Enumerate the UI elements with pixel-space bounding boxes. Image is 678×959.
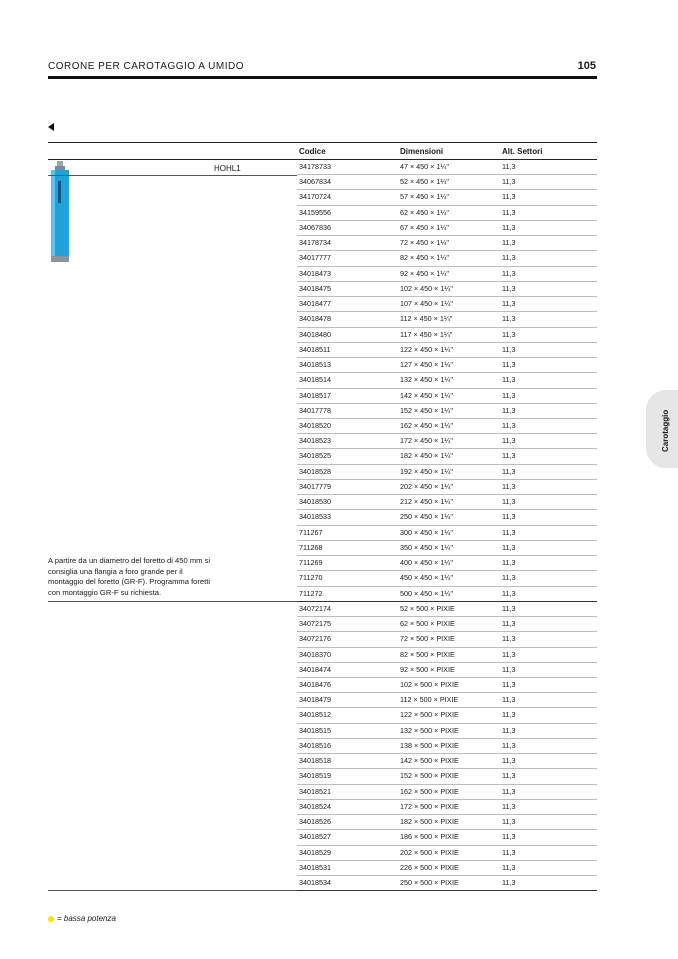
flange-note: A partire da un diametro del foretto di 450 mm si consiglia una flangia a foro grande per il montaggio del foretto (GR-F). Programma foretti con montaggio GR-F su richiesta.: [48, 556, 211, 597]
cell-dimensions: 172 × 500 × PIXIE: [400, 801, 459, 811]
legend: [48, 914, 116, 923]
cell-segment-height: 11,3: [502, 268, 516, 278]
cell-dimensions: 72 × 450 × 1¼": [400, 238, 449, 248]
table-header: [48, 142, 597, 160]
table-row: [297, 632, 597, 647]
cell-code: 34017777: [299, 253, 331, 263]
cell-segment-height: 11,3: [502, 405, 516, 415]
cell-code: 34018523: [299, 436, 331, 446]
cell-dimensions: 138 × 500 × PIXIE: [400, 740, 459, 750]
cell-code: 34018519: [299, 771, 331, 781]
cell-segment-height: 11,3: [502, 527, 516, 537]
group-divider: [48, 175, 297, 176]
cell-code: 711270: [299, 573, 323, 583]
cell-segment-height: 11,3: [502, 619, 516, 629]
table-row: [297, 754, 597, 769]
cell-segment-height: 11,3: [502, 756, 516, 766]
table-row: [297, 815, 597, 830]
cell-dimensions: 92 × 500 × PIXIE: [400, 664, 455, 674]
cell-code: 34017778: [299, 405, 331, 415]
cell-dimensions: 62 × 450 × 1¼": [400, 207, 449, 217]
cell-dimensions: 112 × 450 × 1¼": [400, 314, 453, 324]
table-row: [297, 373, 597, 388]
cell-code: 34018518: [299, 756, 331, 766]
table-row: [297, 419, 597, 434]
cell-dimensions: 152 × 500 × PIXIE: [400, 771, 459, 781]
table-row: [297, 434, 597, 449]
table-row: [297, 389, 597, 404]
cell-dimensions: 202 × 500 × PIXIE: [400, 847, 459, 857]
cell-segment-height: 11,3: [502, 344, 516, 354]
table-row: [297, 343, 597, 358]
cell-segment-height: 11,3: [502, 878, 516, 888]
table-row: [297, 495, 597, 510]
cell-dimensions: 400 × 450 × 1¼": [400, 558, 453, 568]
cell-segment-height: 11,3: [502, 634, 516, 644]
cell-code: 34018480: [299, 329, 331, 339]
cell-code: 34018527: [299, 832, 331, 842]
cell-segment-height: 11,3: [502, 725, 516, 735]
cell-segment-height: 11,3: [502, 847, 516, 857]
cell-segment-height: 11,3: [502, 420, 516, 430]
cell-dimensions: 67 × 450 × 1¼": [400, 222, 449, 232]
cell-dimensions: 52 × 500 × PIXIE: [400, 603, 455, 613]
group-divider: [48, 601, 297, 602]
cell-segment-height: 11,3: [502, 481, 516, 491]
cell-segment-height: 11,3: [502, 238, 516, 248]
header-divider: [48, 76, 597, 79]
cell-dimensions: 192 × 450 × 1¼": [400, 466, 453, 476]
cell-code: 34159556: [299, 207, 331, 217]
table-row: [297, 846, 597, 861]
cell-code: 34018478: [299, 314, 331, 324]
cell-segment-height: 11,3: [502, 466, 516, 476]
table-row: [297, 267, 597, 282]
cell-code: 34018479: [299, 695, 331, 705]
table-row: [297, 587, 597, 602]
cell-code: 711267: [299, 527, 323, 537]
cell-code: 34178733: [299, 162, 331, 171]
cell-segment-height: 11,3: [502, 283, 516, 293]
cell-dimensions: 112 × 500 × PIXIE: [400, 695, 459, 705]
cell-segment-height: 11,3: [502, 740, 516, 750]
cell-segment-height: 11,3: [502, 588, 516, 598]
cell-code: 711272: [299, 588, 323, 598]
table-row: [297, 693, 597, 708]
cell-segment-height: 11,3: [502, 649, 516, 659]
cell-code: 34018531: [299, 862, 331, 872]
cell-segment-height: 11,3: [502, 512, 516, 522]
cell-code: 34018528: [299, 466, 331, 476]
cell-dimensions: 52 × 450 × 1¼": [400, 177, 449, 187]
cell-segment-height: 11,3: [502, 192, 516, 202]
cell-segment-height: 11,3: [502, 390, 516, 400]
cell-segment-height: 11,3: [502, 710, 516, 720]
cell-dimensions: 162 × 450 × 1¼": [400, 420, 453, 430]
cell-dimensions: 122 × 450 × 1¼": [400, 344, 453, 354]
cell-segment-height: 11,3: [502, 817, 516, 827]
cell-segment-height: 11,3: [502, 664, 516, 674]
cell-segment-height: 11,3: [502, 862, 516, 872]
table-row: [297, 221, 597, 236]
cell-segment-height: 11,3: [502, 329, 516, 339]
table-row: [297, 160, 597, 175]
cell-code: 34018514: [299, 375, 331, 385]
cell-dimensions: 122 × 500 × PIXIE: [400, 710, 459, 720]
table-row: [297, 678, 597, 693]
cell-dimensions: 162 × 500 × PIXIE: [400, 786, 459, 796]
cell-segment-height: 11,3: [502, 177, 516, 187]
table-row: [297, 708, 597, 723]
cell-code: 34018533: [299, 512, 331, 522]
cell-code: 34072176: [299, 634, 331, 644]
table-row: [297, 480, 597, 495]
cell-segment-height: 11,3: [502, 360, 516, 370]
cell-dimensions: 132 × 500 × PIXIE: [400, 725, 459, 735]
table-row: [297, 312, 597, 327]
table-row: [297, 465, 597, 480]
cell-segment-height: 11,3: [502, 314, 516, 324]
cell-segment-height: 11,3: [502, 771, 516, 781]
table-row: [297, 571, 597, 586]
table-row: [297, 876, 597, 891]
cell-dimensions: 107 × 450 × 1¼": [400, 299, 453, 309]
table-row: [297, 328, 597, 343]
cell-segment-height: 11,3: [502, 299, 516, 309]
cell-dimensions: 202 × 450 × 1¼": [400, 481, 453, 491]
section-tab-label: Carotaggio: [661, 409, 670, 452]
cell-dimensions: 82 × 500 × PIXIE: [400, 649, 455, 659]
cell-dimensions: 82 × 450 × 1¼": [400, 253, 449, 263]
cell-segment-height: 11,3: [502, 786, 516, 796]
table-row: [297, 663, 597, 678]
cell-dimensions: 92 × 450 × 1¼": [400, 268, 449, 278]
cell-code: 34018534: [299, 878, 331, 888]
cell-dimensions: 226 × 500 × PIXIE: [400, 862, 459, 872]
cell-code: 34072174: [299, 603, 331, 613]
legend-text: = bassa potenza: [57, 914, 116, 923]
cell-code: 34018526: [299, 817, 331, 827]
table-row: [297, 739, 597, 754]
table-row: [297, 175, 597, 190]
table-row: [297, 358, 597, 373]
table-row: [297, 648, 597, 663]
cell-dimensions: 186 × 500 × PIXIE: [400, 832, 459, 842]
table-row: [297, 297, 597, 312]
table-row: [297, 769, 597, 784]
cell-code: 34018530: [299, 497, 331, 507]
cell-segment-height: 11,3: [502, 801, 516, 811]
cell-code: 34018370: [299, 649, 331, 659]
cell-segment-height: 11,3: [502, 558, 516, 568]
cell-code: 34018513: [299, 360, 331, 370]
cell-code: 34018476: [299, 679, 331, 689]
table-row: [297, 556, 597, 571]
cell-segment-height: 11,3: [502, 162, 516, 171]
cell-dimensions: 172 × 450 × 1¼": [400, 436, 453, 446]
cell-dimensions: 117 × 450 × 1¼": [400, 329, 453, 339]
cell-dimensions: 142 × 450 × 1¼": [400, 390, 453, 400]
table-row: [297, 236, 597, 251]
cell-dimensions: 182 × 450 × 1¼": [400, 451, 453, 461]
cell-code: 34067836: [299, 222, 331, 232]
column-header-code: Codice: [299, 147, 326, 156]
cell-dimensions: 102 × 450 × 1¼": [400, 283, 453, 293]
cell-segment-height: 11,3: [502, 832, 516, 842]
column-header-dimensions: Dimensioni: [400, 147, 444, 156]
cell-segment-height: 11,3: [502, 679, 516, 689]
cell-segment-height: 11,3: [502, 436, 516, 446]
cell-segment-height: 11,3: [502, 603, 516, 613]
cell-dimensions: 182 × 500 × PIXIE: [400, 817, 459, 827]
table-row: [297, 830, 597, 845]
cell-code: 711269: [299, 558, 323, 568]
cell-dimensions: 300 × 450 × 1¼": [400, 527, 453, 537]
cell-code: 34018517: [299, 390, 331, 400]
low-power-dot-icon: [48, 916, 54, 922]
cell-code: 711268: [299, 542, 323, 552]
table-row: [297, 526, 597, 541]
cell-dimensions: 132 × 450 × 1¼": [400, 375, 453, 385]
cell-code: 34018516: [299, 740, 331, 750]
cell-segment-height: 11,3: [502, 451, 516, 461]
cell-dimensions: 127 × 450 × 1¼": [400, 360, 453, 370]
table-row: [297, 251, 597, 266]
cell-segment-height: 11,3: [502, 497, 516, 507]
cell-code: 34067834: [299, 177, 331, 187]
cell-code: 34170724: [299, 192, 331, 202]
cell-segment-height: 11,3: [502, 207, 516, 217]
table-row: [297, 510, 597, 525]
cell-segment-height: 11,3: [502, 253, 516, 263]
table-row: [297, 449, 597, 464]
table-row: [297, 190, 597, 205]
cell-dimensions: 57 × 450 × 1¼": [400, 192, 449, 202]
cell-code: 34018511: [299, 344, 331, 354]
cell-code: 34072175: [299, 619, 331, 629]
cell-dimensions: 250 × 500 × PIXIE: [400, 878, 459, 888]
cell-dimensions: 450 × 450 × 1¼": [400, 573, 453, 583]
product-name: HOHL1: [214, 164, 241, 173]
table-row: [297, 800, 597, 815]
cell-dimensions: 250 × 450 × 1¼": [400, 512, 453, 522]
cell-code: 34018512: [299, 710, 331, 720]
cell-dimensions: 350 × 450 × 1¼": [400, 542, 453, 552]
table-row: [297, 724, 597, 739]
table-row: [297, 404, 597, 419]
table-row: [297, 206, 597, 221]
product-table-body: [297, 160, 597, 891]
cell-segment-height: 11,3: [502, 375, 516, 385]
cell-code: 34018477: [299, 299, 331, 309]
cell-dimensions: 212 × 450 × 1¼": [400, 497, 453, 507]
cell-segment-height: 11,3: [502, 542, 516, 552]
cell-code: 34018474: [299, 664, 331, 674]
cell-dimensions: 47 × 450 × 1¼": [400, 162, 449, 171]
table-row: [297, 282, 597, 297]
table-row: [297, 861, 597, 876]
cell-dimensions: 142 × 500 × PIXIE: [400, 756, 459, 766]
cell-dimensions: 152 × 450 × 1¼": [400, 405, 453, 415]
column-header-segment-height: Alt. Settori: [502, 147, 543, 156]
cell-code: 34018525: [299, 451, 331, 461]
table-row: [297, 785, 597, 800]
page-number: 105: [577, 60, 596, 72]
cell-code: 34018521: [299, 786, 331, 796]
cell-code: 34018515: [299, 725, 331, 735]
back-arrow-icon[interactable]: [48, 123, 54, 131]
cell-code: 34178734: [299, 238, 331, 248]
table-row: [297, 617, 597, 632]
table-row: [297, 602, 597, 617]
cell-dimensions: 62 × 500 × PIXIE: [400, 619, 455, 629]
cell-code: 34018529: [299, 847, 331, 857]
table-row: [297, 541, 597, 556]
cell-dimensions: 72 × 500 × PIXIE: [400, 634, 455, 644]
cell-segment-height: 11,3: [502, 222, 516, 232]
page-header-title: CORONE PER CAROTAGGIO A UMIDO: [48, 61, 245, 72]
cell-code: 34018524: [299, 801, 331, 811]
cell-code: 34018475: [299, 283, 331, 293]
cell-dimensions: 102 × 500 × PIXIE: [400, 679, 459, 689]
cell-code: 34018473: [299, 268, 331, 278]
group-divider: [48, 890, 297, 891]
cell-code: 34018520: [299, 420, 331, 430]
core-drill-bit-image: [50, 161, 72, 263]
cell-code: 34017779: [299, 481, 331, 491]
cell-dimensions: 500 × 450 × 1¼": [400, 588, 453, 598]
cell-segment-height: 11,3: [502, 573, 516, 583]
cell-segment-height: 11,3: [502, 695, 516, 705]
